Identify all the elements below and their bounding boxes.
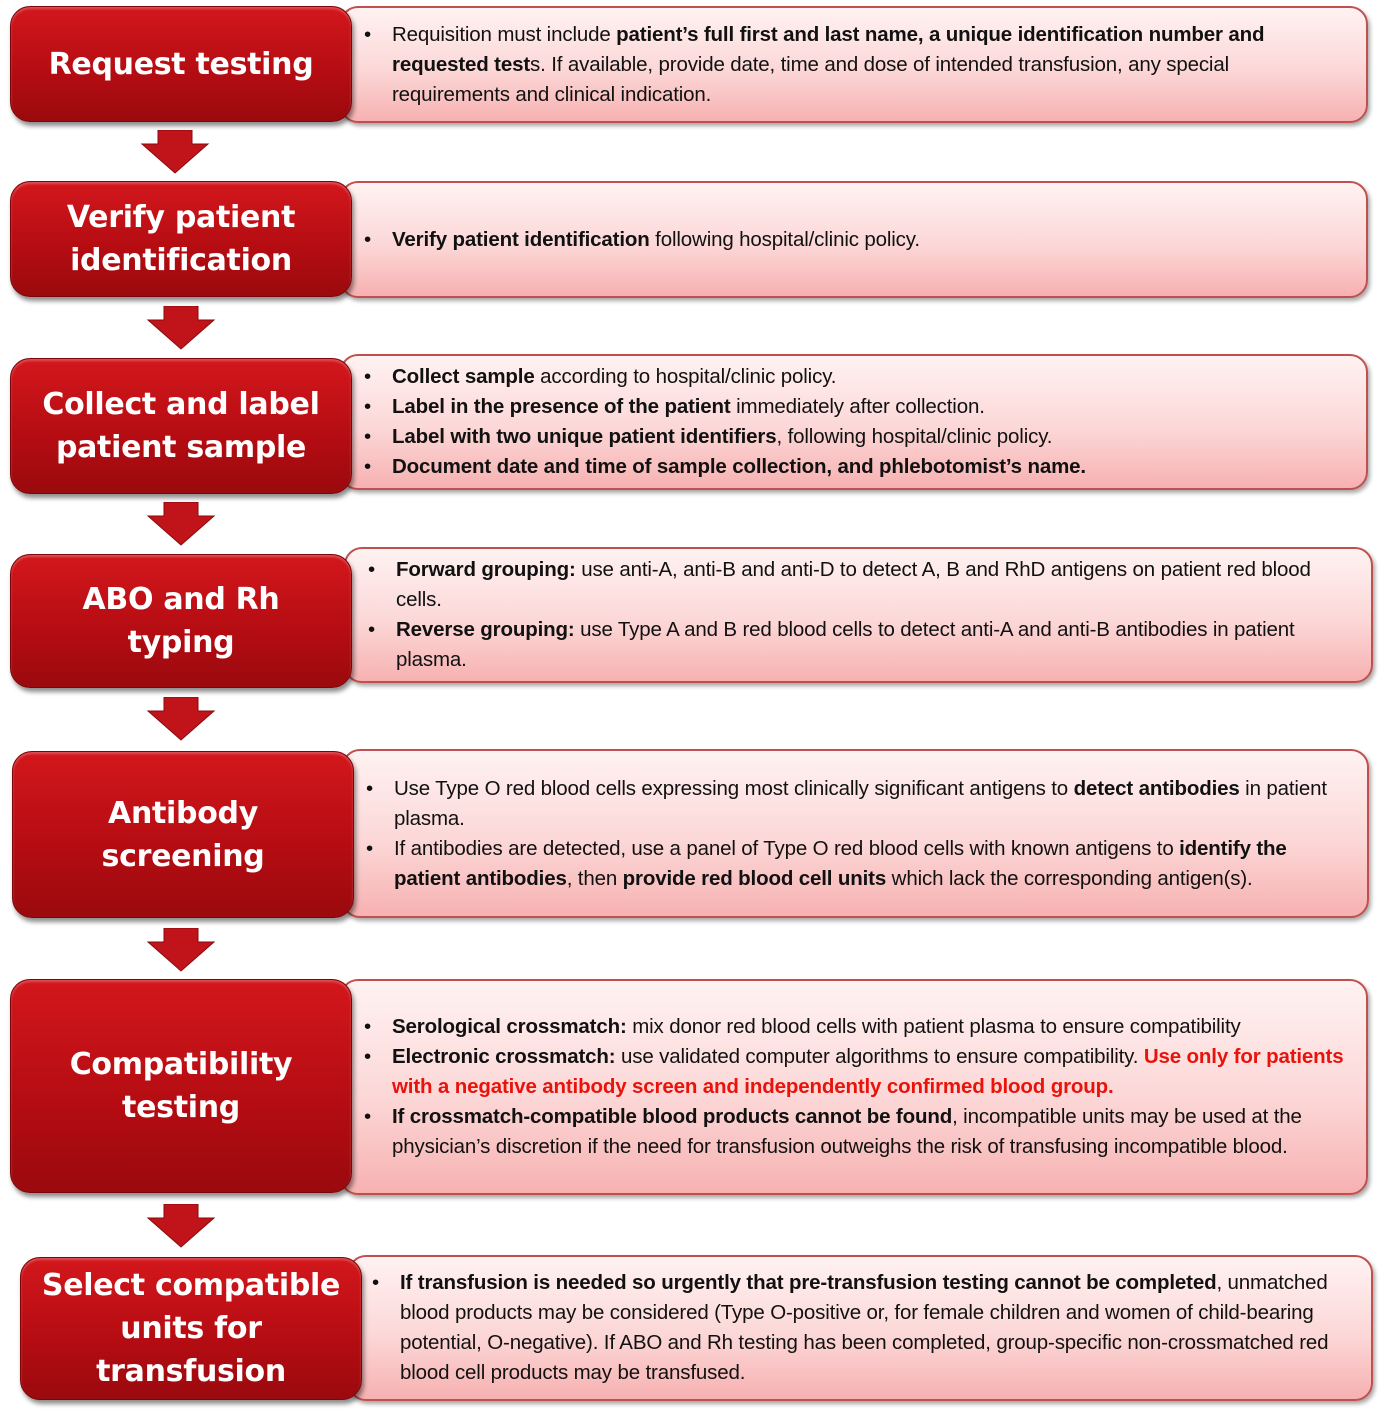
bullet-text-run: in patient plasma. [394, 776, 1327, 830]
bullet-text-run: use validated computer algorithms to ensure compatibility. [615, 1045, 1144, 1068]
bullet-item [392, 452, 1086, 482]
bullet-text-run: If transfusion is needed so urgently that pre-transfusion testing cannot be completed [400, 1271, 1217, 1294]
bullet-text-run: If crossmatch-compatible blood products cannot be found [392, 1105, 953, 1128]
bullet-text-run: s. If available, provide date, time and dose of intended transfusion, any special requirements and clinical indication. [392, 52, 1229, 106]
bullet-text-run: Electronic crossmatch: [392, 1045, 616, 1068]
bullet-text-run: , unmatched blood products may be considered (Type O-positive or, for female children and women of child-bearing potential, O-negative). If ABO and Rh testing has been completed, group-specific non-crossmatched red blood cell products may be transfused. [400, 1271, 1329, 1384]
bullet-text-run: according to hospital/clinic policy. [534, 365, 837, 388]
step-6-description [340, 979, 1368, 1195]
step-5-box [12, 751, 354, 918]
bullet-text-run: immediately after collection. [730, 395, 985, 418]
bullet-item [392, 1102, 1348, 1162]
step-6-bullets [392, 1012, 1348, 1162]
step-1-bullets [392, 20, 1348, 110]
bullet-text-run: use anti-A, anti-B and anti-D to detect A, B and RhD antigens on patient red blood cells. [396, 558, 1311, 611]
bullet-text-run: mix donor red blood cells with patient plasma to ensure compatibility [626, 1015, 1241, 1038]
bullet-text-run: provide red blood cell units [622, 866, 887, 890]
step-4-description [344, 547, 1373, 683]
step-6-box [10, 979, 352, 1193]
down-arrow-icon [140, 130, 210, 174]
step-3-box [10, 358, 352, 494]
bullet-text-run: Reverse grouping: [396, 618, 575, 641]
step-1-box [10, 6, 352, 122]
bullet-text-run: Label in the presence of the patient [392, 395, 731, 418]
bullet-text-run: , then [566, 866, 623, 890]
step-7-description [348, 1255, 1373, 1401]
step-7-title: Select compatible units for transfusion [41, 1268, 341, 1389]
step-5-description [342, 749, 1369, 918]
step-3-title: Collect and label patient sample [42, 387, 320, 465]
step-2-bullets [392, 225, 920, 255]
down-arrow-icon [146, 697, 216, 741]
bullet-text-run: patient’s full first and last name, a unique identification number and requested test [392, 22, 1265, 76]
bullet-item [392, 362, 1086, 392]
bullet-item [396, 555, 1353, 615]
bullet-text-run: If antibodies are detected, use a panel of Type O red blood cells with known antigens to [394, 836, 1180, 860]
bullet-item [392, 422, 1086, 452]
bullet-text-run: Forward grouping: [396, 558, 576, 581]
step-7-box [20, 1257, 362, 1400]
bullet-text-run: Label with two unique patient identifiers [392, 425, 777, 448]
step-2-description [340, 181, 1368, 298]
bullet-text-run: use Type A and B red blood cells to detect anti-A and anti-B antibodies in patient plasma. [396, 618, 1295, 671]
bullet-item [392, 20, 1348, 110]
bullet-text-run: following hospital/clinic policy. [649, 227, 920, 251]
bullet-text-run: detect antibodies [1073, 776, 1240, 800]
step-2-box [10, 181, 352, 297]
bullet-text-run: , incompatible units may be used at the physician’s discretion if the need for transfusion outweighs the risk of transfusing incompatible blood. [392, 1105, 1302, 1158]
bullet-text-run: which lack the corresponding antigen(s). [886, 866, 1253, 890]
bullet-text-run: Verify patient identification [392, 227, 650, 251]
bullet-text-run: Document date and time of sample collection, and phlebotomist’s name. [392, 455, 1086, 478]
bullet-text-run: identify the patient antibodies [394, 836, 1287, 890]
bullet-text-run: Use Type O red blood cells expressing most clinically significant antigens to [394, 776, 1074, 800]
bullet-text-run: Collect sample [392, 365, 535, 388]
step-4-box [10, 554, 352, 688]
bullet-text-run: , following hospital/clinic policy. [776, 425, 1053, 448]
bullet-item [396, 615, 1353, 675]
step-5-title: Antibody screening [101, 795, 265, 874]
step-7-bullets [400, 1268, 1353, 1388]
down-arrow-icon [146, 502, 216, 546]
bullet-item [394, 774, 1349, 834]
bullet-text-run: Use only for patients with a negative antibody screen and independently confirmed blood group. [392, 1045, 1344, 1098]
step-4-bullets [396, 555, 1353, 675]
step-1-title: Request testing [48, 46, 314, 82]
bullet-item [392, 392, 1086, 422]
step-3-bullets [392, 362, 1086, 482]
step-2-title: Verify patient identification [66, 200, 296, 278]
down-arrow-icon [146, 306, 216, 350]
down-arrow-icon [146, 928, 216, 972]
bullet-item [392, 225, 920, 255]
bullet-text-run: Requisition must include [392, 22, 617, 46]
down-arrow-icon [146, 1204, 216, 1248]
bullet-item [394, 834, 1349, 894]
bullet-text-run: Serological crossmatch: [392, 1015, 627, 1038]
step-3-description [340, 354, 1368, 490]
step-4-title: ABO and Rh typing [82, 582, 280, 660]
step-1-description [340, 6, 1368, 123]
bullet-item [400, 1268, 1353, 1388]
bullet-item [392, 1012, 1348, 1042]
bullet-item [392, 1042, 1348, 1102]
step-6-title: Compatibility testing [69, 1047, 293, 1125]
step-5-bullets [394, 774, 1349, 894]
